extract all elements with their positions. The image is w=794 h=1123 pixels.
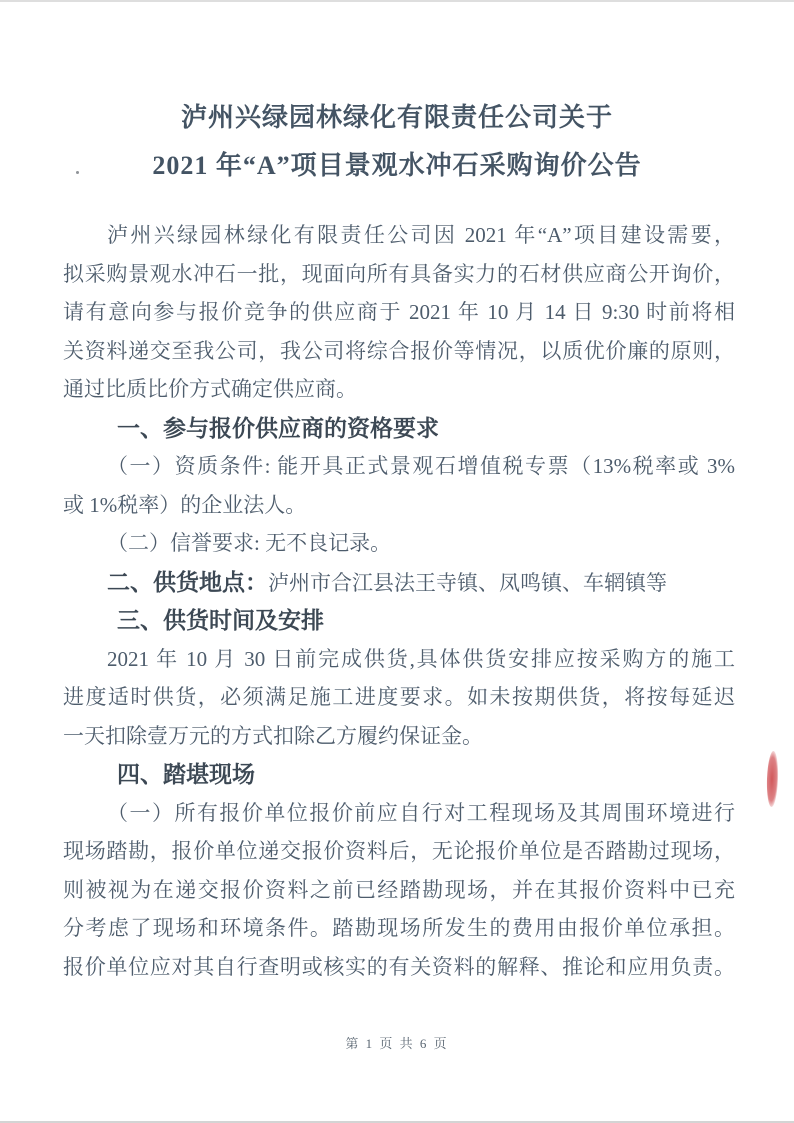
- section-heading: 四、踏堪现场: [117, 761, 255, 787]
- document-title: [0, 94, 794, 190]
- document-line: （一）资质条件: 能开具正式景观石增值税专票（13%税率或 3%: [107, 454, 735, 478]
- document-line: 现场踏勘，报价单位递交报价资料后，无论报价单位是否踏勘过现场，: [63, 839, 735, 863]
- page-number-text: 第 1 页 共 6 页: [345, 1036, 449, 1051]
- document-line: 请有意向参与报价竞争的供应商于 2021 年 10 月 14 日 9:30 时前将相: [63, 300, 735, 324]
- document-line: （一）所有报价单位报价前应自行对工程现场及其周围环境进行: [107, 800, 735, 825]
- document-line: 进度适时供货，必须满足施工进度要求。如未按期供货，将按每延迟: [63, 685, 735, 709]
- document-line: 报价单位应对其自行查明或核实的有关资料的解释、推论和应用负责。: [63, 954, 735, 979]
- document-line: （二）信誉要求: 无不良记录。: [107, 531, 392, 555]
- title-line-1: 泸州兴绿园林绿化有限责任公司关于: [180, 103, 613, 132]
- section-heading-inline: 二、供货地点：: [107, 568, 268, 595]
- document-line: 拟采购景观水冲石一批，现面向所有具备实力的石材供应商公开询价，: [63, 261, 735, 286]
- document-line: 2021 年 10 月 30 日前完成供货,具体供货安排应按采购方的施工: [107, 646, 735, 671]
- title-line-2: 2021 年“A”项目景观水冲石采购询价公告: [152, 151, 642, 180]
- section-heading: 三、供货时间及安排: [117, 607, 324, 633]
- document-line-text: 泸州市合江县法王寺镇、凤鸣镇、车辋镇等: [268, 570, 667, 595]
- document-line: 泸州兴绿园林绿化有限责任公司因 2021 年“A”项目建设需要，: [107, 223, 735, 247]
- page-footer: [0, 1033, 794, 1052]
- document-line: 或 1%税率）的企业法人。: [63, 492, 307, 517]
- document-line: 关资料递交至我公司，我公司将综合报价等情况，以质优价廉的原则，: [63, 338, 735, 363]
- document-line: 一天扣除壹万元的方式扣除乙方履约保证金。: [63, 723, 483, 748]
- scan-speck: [76, 171, 79, 174]
- red-seal-edge-mark: [766, 751, 779, 807]
- document-line: 通过比质比价方式确定供应商。: [63, 377, 357, 401]
- section-heading: 一、参与报价供应商的资格要求: [117, 414, 439, 441]
- document-body: [63, 216, 735, 986]
- document-line: [63, 563, 735, 602]
- document-line: 则被视为在递交报价资料之前已经踏勘现场，并在其报价资料中已充: [63, 877, 735, 902]
- document-line: 分考虑了现场和环境条件。踏勘现场所发生的费用由报价单位承担。: [63, 916, 735, 940]
